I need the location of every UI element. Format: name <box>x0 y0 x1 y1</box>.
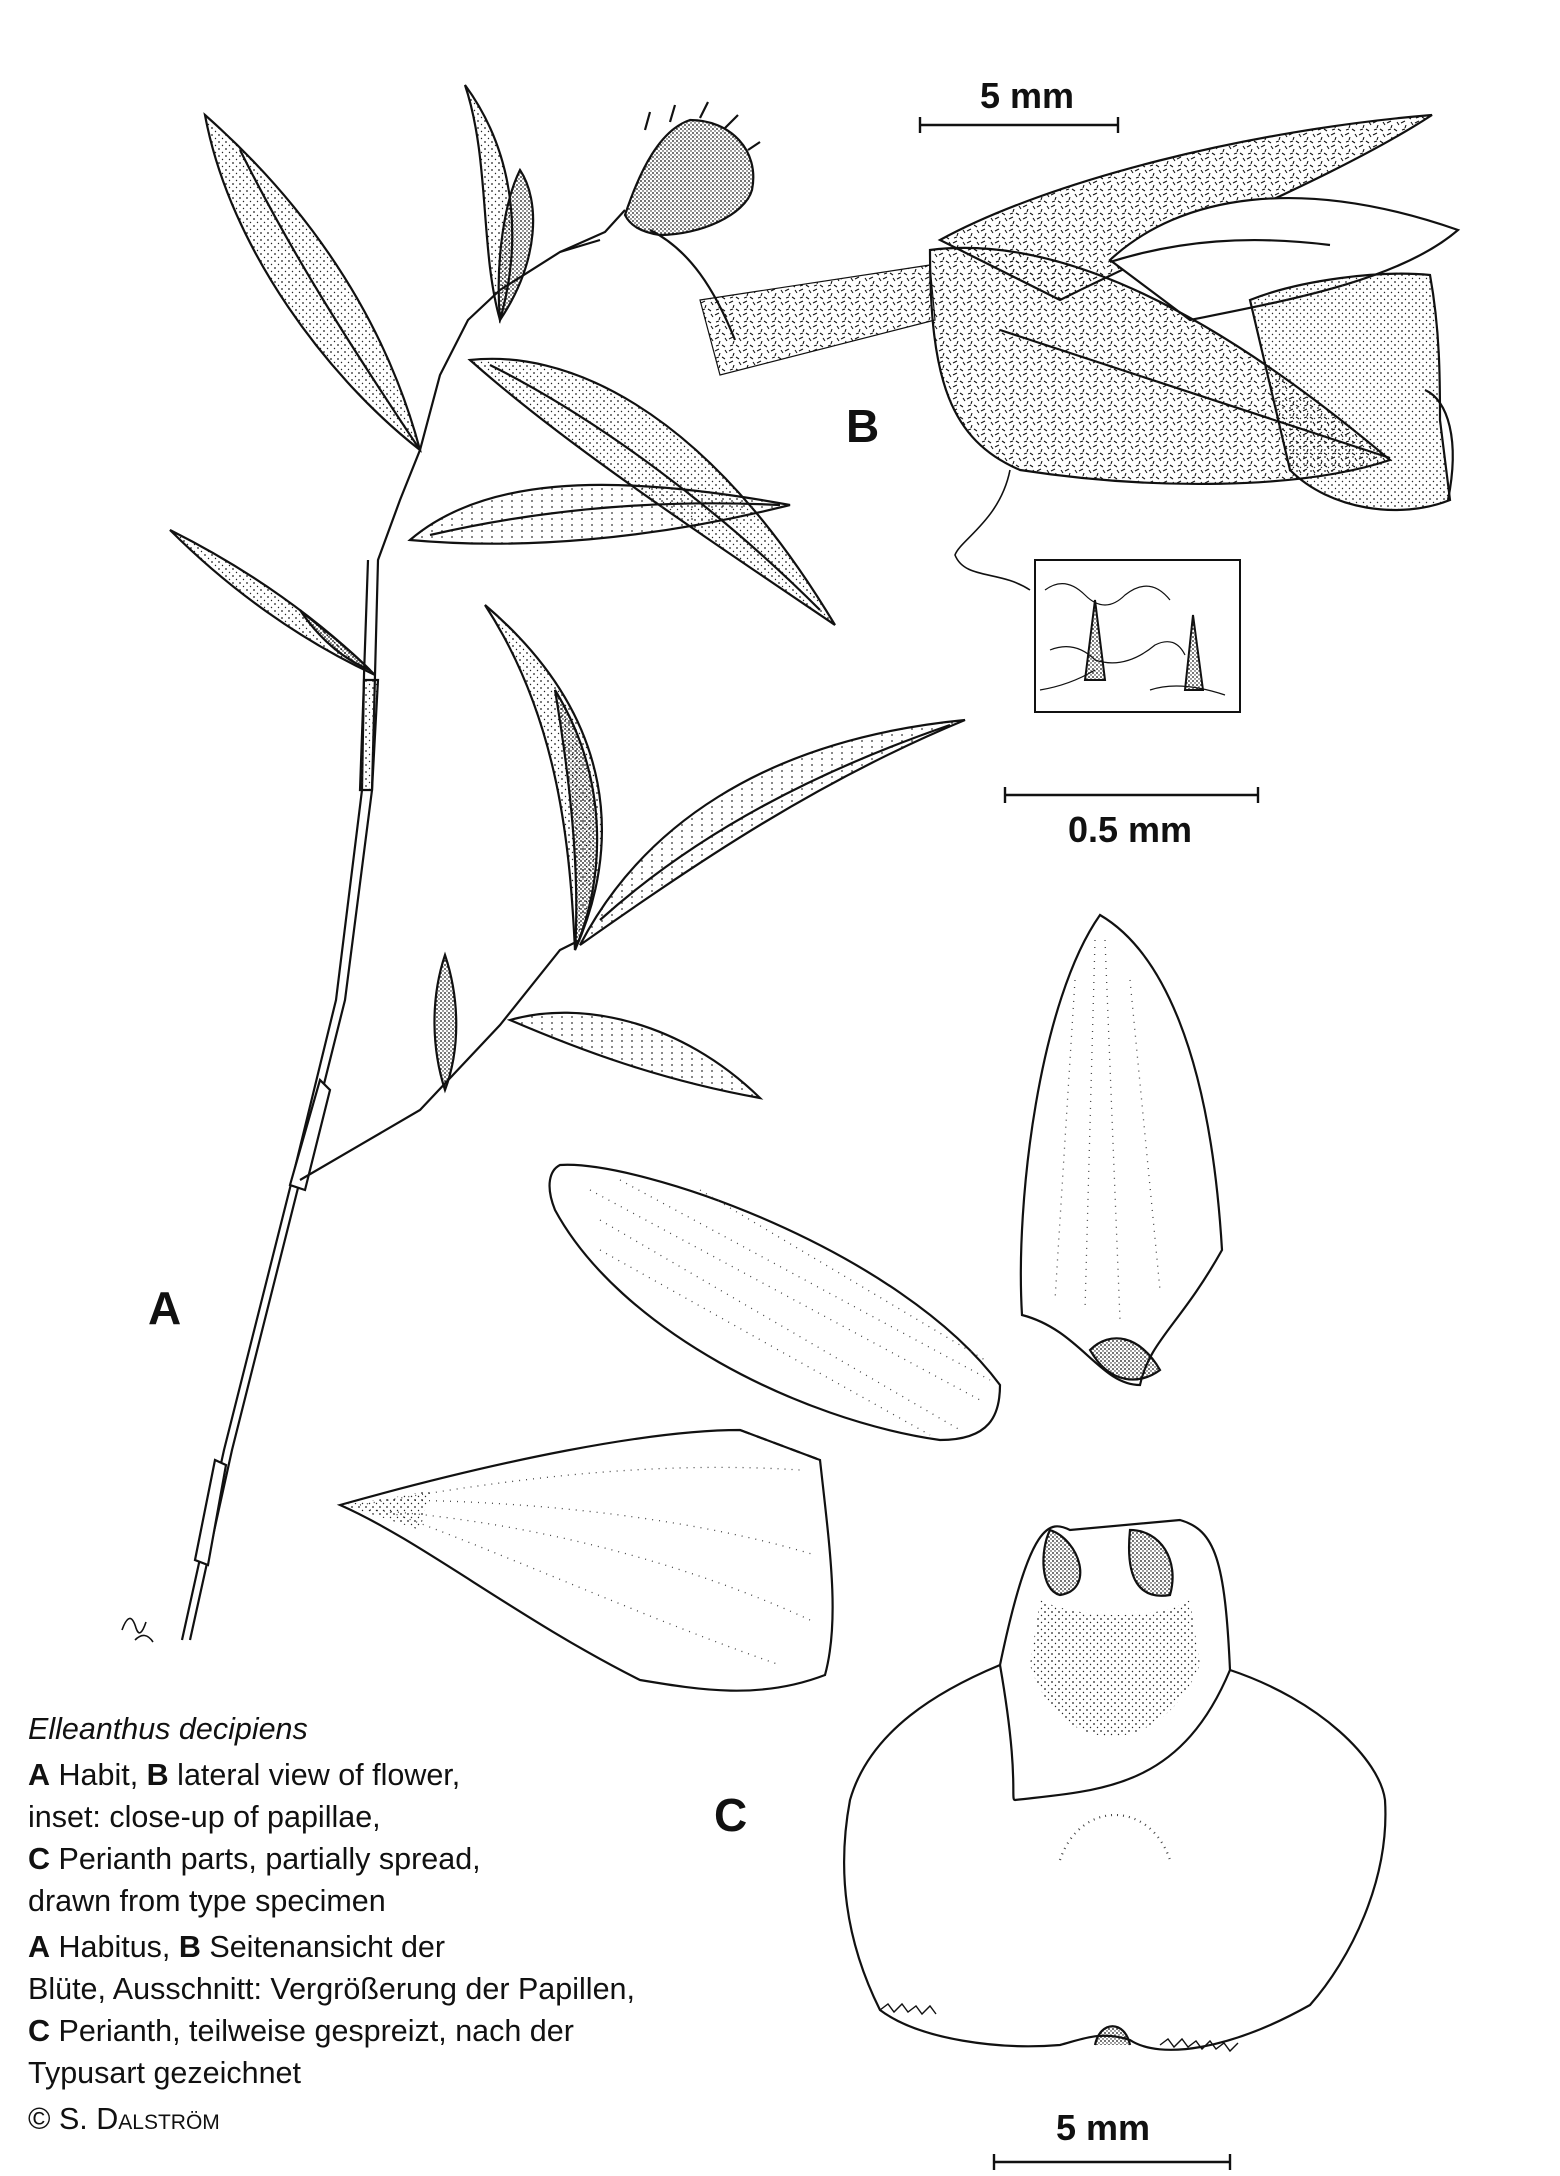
copyright-credit: © S. Dalström <box>28 2102 220 2136</box>
petal-spread <box>340 1430 833 1691</box>
scale-label-c: 5 mm <box>1056 2107 1151 2148</box>
signature-mark <box>122 1618 153 1642</box>
leaf <box>580 720 965 945</box>
panel-label-b: B <box>846 400 880 452</box>
scale-label-inset: 0.5 mm <box>1068 809 1193 850</box>
caption-text: Perianth parts, partially spread, <box>50 1842 481 1876</box>
dorsal-sepal-spread <box>1021 915 1222 1385</box>
leaf <box>205 115 420 450</box>
caption-key: B <box>178 1930 201 1964</box>
leaf <box>434 955 456 1090</box>
lip-spread <box>844 1520 1385 2051</box>
scale-bar-b <box>920 117 1118 133</box>
lateral-sepal-spread <box>550 1165 1000 1440</box>
caption-de-line-2: Blüte, Ausschnitt: Vergrößerung der Papillen, <box>28 1972 635 2006</box>
caption-text: Habitus, <box>50 1930 179 1964</box>
caption-text: Perianth, teilweise gespreizt, nach der <box>50 2014 574 2048</box>
caption-key: A <box>28 1930 51 1964</box>
flower-lateral-drawing <box>700 115 1458 590</box>
caption-en-line-2: inset: close-up of papillae, <box>28 1800 381 1834</box>
leaf <box>485 605 602 950</box>
panel-label-a: A <box>148 1282 182 1334</box>
caption-de-line-1 <box>28 1926 788 1968</box>
leaf <box>465 85 533 320</box>
caption-key: A <box>28 1758 51 1792</box>
caption-key: C <box>28 1842 51 1876</box>
leaf <box>170 530 375 675</box>
caption-en-line-3 <box>28 1838 788 1880</box>
caption-text: Seitenansicht der <box>200 1930 446 1964</box>
panel-label-c: C <box>714 1789 748 1841</box>
figure-caption <box>28 1708 788 2140</box>
caption-key: C <box>28 2014 51 2048</box>
pedicel <box>700 265 935 375</box>
caption-text: Habit, <box>50 1758 147 1792</box>
caption-en-line-4: drawn from type specimen <box>28 1884 386 1918</box>
sheath <box>195 1460 226 1565</box>
scale-bar-inset <box>1005 787 1258 803</box>
caption-en-line-1 <box>28 1754 788 1796</box>
caption-text: lateral view of flower, <box>168 1758 461 1792</box>
species-name: Elleanthus decipiens <box>28 1712 308 1746</box>
caption-key: B <box>146 1758 169 1792</box>
scale-bar-c <box>994 2154 1230 2170</box>
inflorescence-stalk <box>560 210 625 252</box>
sheath <box>360 680 378 790</box>
scale-label-b: 5 mm <box>980 75 1075 116</box>
callout-line <box>955 470 1030 590</box>
caption-de-line-4: Typusart gezeichnet <box>28 2056 301 2090</box>
papillae-inset <box>1035 560 1240 712</box>
leaf <box>510 1013 760 1098</box>
stem <box>190 240 600 1640</box>
caption-de-line-3 <box>28 2010 788 2052</box>
